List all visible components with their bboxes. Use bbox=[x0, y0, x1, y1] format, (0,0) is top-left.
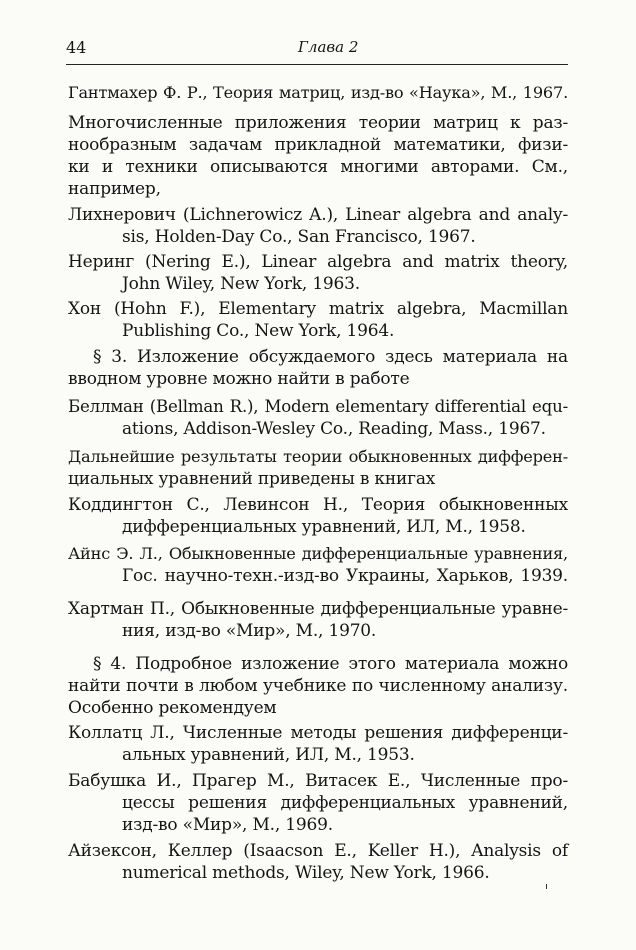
reference-line: Хон (Hohn F.), Elementary matrix algebra, Macmillan bbox=[68, 299, 568, 319]
reference-line: альных уравнений, ИЛ, М., 1953. bbox=[122, 745, 415, 765]
reference-line: Гос. научно-техн.-изд-во Украины, Харьков, 1939. bbox=[122, 566, 568, 586]
text-line: Гантмахер Ф. Р., Теория матриц, изд-во «Наука», М., 1967. bbox=[68, 83, 568, 102]
running-header bbox=[66, 38, 568, 58]
reference-line: Бабушка И., Прагер М., Витасек Е., Численные про- bbox=[68, 771, 568, 791]
text-line: найти почти в любом учебнике по численному анализу. bbox=[68, 676, 568, 696]
text-line: вводном уровне можно найти в работе bbox=[68, 369, 410, 389]
text-line: нообразным задачам прикладной математики, физи- bbox=[68, 135, 568, 155]
reference-line: цессы решения дифференциальных уравнений, bbox=[122, 793, 568, 813]
reference-line: Коддингтон С., Левинсон Н., Теория обыкновенных bbox=[68, 495, 568, 515]
reference-line: Беллман (Bellman R.), Modern elementary differential equ- bbox=[68, 397, 568, 416]
reference-line: ations, Addison-Wesley Co., Reading, Mass., 1967. bbox=[122, 419, 546, 439]
reference-line: Айнс Э. Л., Обыкновенные дифференциальные уравнения, bbox=[68, 544, 568, 563]
reference-line: Хартман П., Обыкновенные дифференциальные уравне- bbox=[68, 599, 568, 619]
reference-line: ния, изд-во «Мир», М., 1970. bbox=[122, 621, 377, 641]
print-mark bbox=[546, 884, 547, 889]
text-line: Особенно рекомендуем bbox=[68, 698, 277, 718]
reference-line: numerical methods, Wiley, New York, 1966. bbox=[122, 863, 490, 883]
reference-line: Лихнерович (Lichnerowicz A.), Linear algebra and analy- bbox=[68, 205, 568, 225]
text-line: циальных уравнений приведены в книгах bbox=[68, 469, 436, 489]
reference-line: sis, Holden-Day Co., San Francisco, 1967. bbox=[122, 227, 476, 247]
text-line: Дальнейшие результаты теории обыкновенных дифферен- bbox=[68, 447, 568, 466]
reference-line: Коллатц Л., Численные методы решения дифференци- bbox=[68, 723, 568, 743]
text-line: § 3. Изложение обсуждаемого здесь материала на bbox=[93, 347, 568, 367]
page-number: 44 bbox=[66, 38, 87, 57]
reference-line: изд-во «Мир», М., 1969. bbox=[122, 815, 333, 835]
reference-line: дифференциальных уравнений, ИЛ, М., 1958. bbox=[122, 517, 526, 537]
text-line: § 4. Подробное изложение этого материала можно bbox=[93, 654, 568, 674]
reference-line: Айзексон, Келлер (Isaacson E., Keller H.), Analysis of bbox=[68, 841, 568, 861]
reference-line: John Wiley, New York, 1963. bbox=[122, 274, 360, 294]
header-rule bbox=[66, 64, 568, 65]
text-line: например, bbox=[68, 179, 161, 199]
reference-line: Publishing Co., New York, 1964. bbox=[122, 321, 395, 341]
text-line: Многочисленные приложения теории матриц к раз- bbox=[68, 113, 568, 133]
chapter-title: Глава 2 bbox=[298, 38, 359, 56]
reference-line: Неринг (Nering E.), Linear algebra and matrix theory, bbox=[68, 252, 568, 272]
text-line: ки и техники описываются многими авторами. См., bbox=[68, 157, 568, 177]
